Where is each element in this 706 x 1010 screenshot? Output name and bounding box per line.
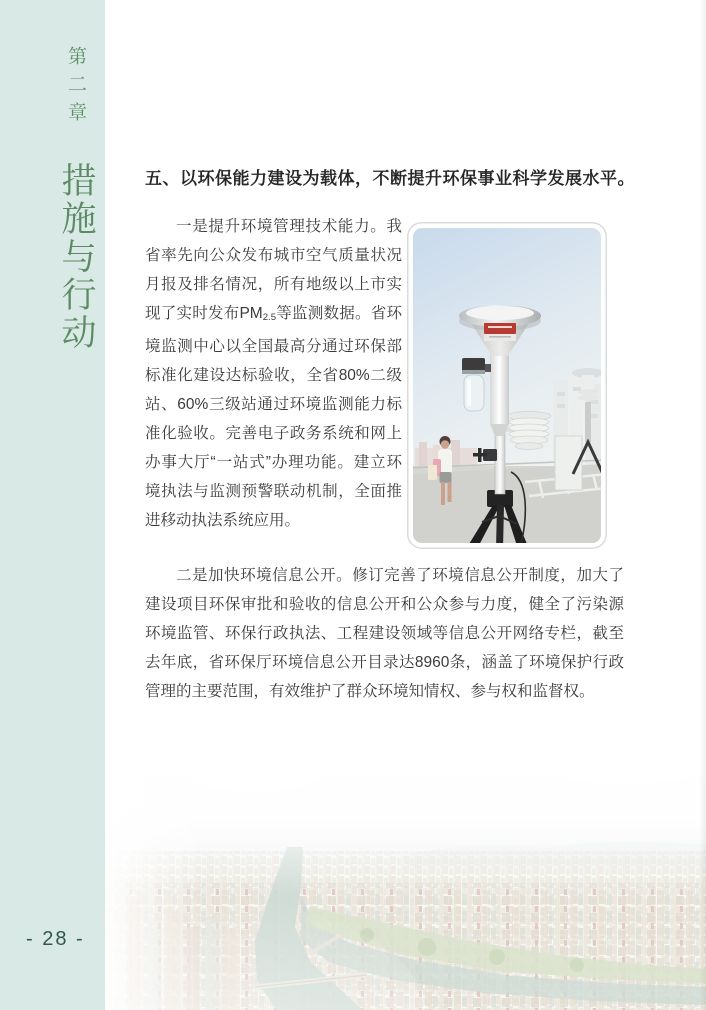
monitor-photo bbox=[407, 222, 607, 549]
section-heading: 五、以环保能力建设为载体，不断提升环保事业科学发展水平。 bbox=[145, 169, 635, 188]
paragraph-1-text-cont: 等监测数据。省环境监测中心以全国最高分通过环保部标准化建设达标验收，全省80%二级站、60%三级站通过环境监测能力标准化验收。完善电子政务系统和网上办事大厅“一站式”办理功能。建立环境执法与监测预警联动机制，全面推进移动执法系统应用。 bbox=[145, 305, 402, 529]
cityscape-illustration bbox=[105, 735, 706, 1010]
paragraph-1-text: 一是提升环境管理技术能力。我省率先向公众发布城市空气质量状况月报及排名情况，所有地级以上市实现了实时发布PM bbox=[145, 218, 402, 322]
paragraph-2: 二是加快环境信息公开。修订完善了环境信息公开制度，加大了建设项目环保审批和验收的信息公开和公众参与力度，健全了污染源环境监管、环保行政执法、工程建设领域等信息公开网络专栏，截至去年底，省环保厅环境信息公开目录达8960条，涵盖了环境保护行政管理的主要范围，有效维护了群众环境知情权、参与权和监督权。 bbox=[145, 567, 624, 700]
sidebar bbox=[0, 0, 105, 1010]
page-edge-shade bbox=[699, 0, 706, 1010]
monitor-photo-illustration bbox=[407, 222, 607, 549]
chapter-label: 第二章 bbox=[65, 46, 86, 130]
paragraph-1 bbox=[145, 212, 402, 535]
pm25-subscript: 2.5 bbox=[262, 311, 277, 323]
sidebar-title: 措施与行动 bbox=[57, 162, 96, 352]
cityscape-photo bbox=[105, 735, 706, 1010]
page-number: - 28 - bbox=[26, 928, 85, 950]
